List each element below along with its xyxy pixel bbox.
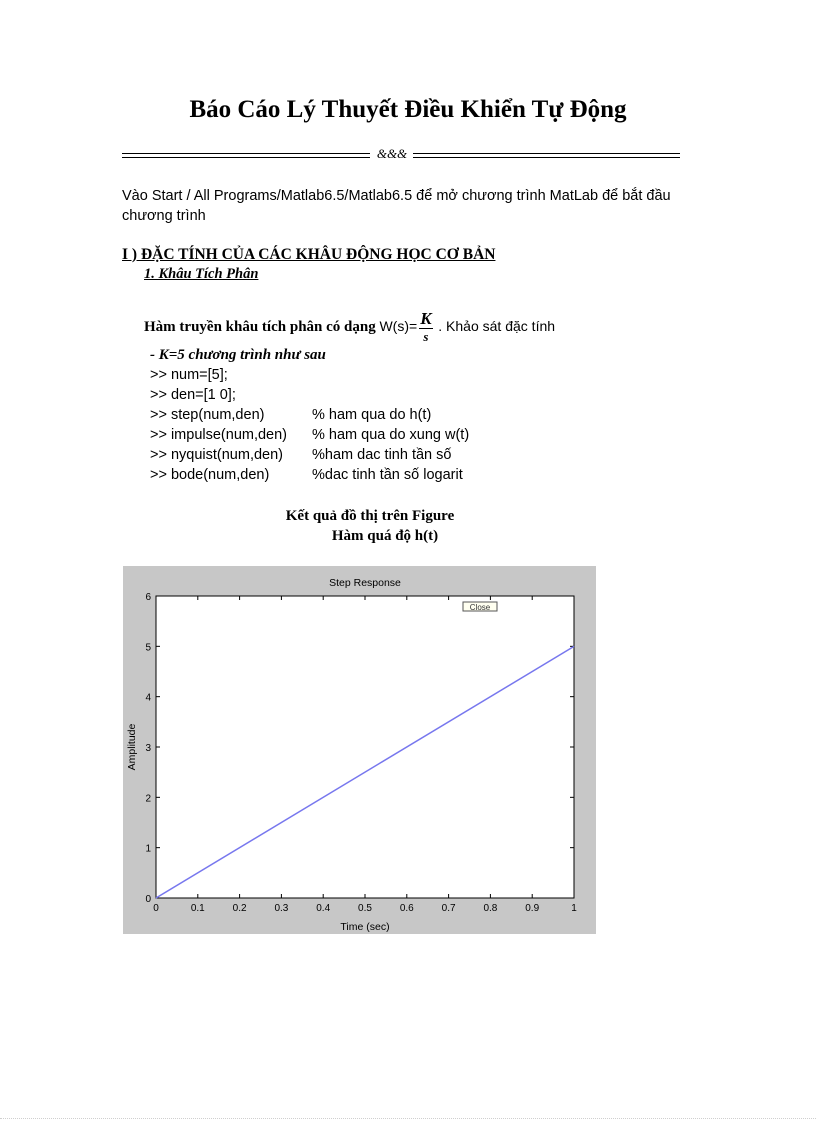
x-tick-label: 0.4	[316, 903, 331, 914]
x-tick-label: 0.1	[190, 903, 205, 914]
x-tick-label: 0.2	[232, 903, 247, 914]
code-line	[150, 367, 228, 383]
y-tick-label: 6	[145, 592, 151, 603]
close-annotation-box	[463, 602, 497, 612]
page-bottom-border	[0, 1118, 816, 1119]
divider-line-right	[413, 153, 680, 158]
y-tick-label: 5	[145, 642, 151, 654]
section-heading: I ) ĐẶC TÍNH CỦA CÁC KHÂU ĐỘNG HỌC CƠ BẢN	[122, 246, 496, 263]
x-tick-label: 0.6	[399, 903, 414, 914]
y-tick-label: 2	[145, 793, 151, 805]
code-comment: %dac tinh tần số logarit	[312, 467, 463, 483]
step-response-figure	[123, 566, 596, 934]
y-tick-label: 3	[145, 743, 151, 754]
code-comment: %ham dac tinh tần số	[312, 447, 452, 463]
code-line	[150, 447, 452, 463]
intro-paragraph: Vào Start / All Programs/Matlab6.5/Matlab6.5 để mở chương trình MatLab để bắt đầu chương trình	[122, 188, 671, 224]
chart-title: Step Response	[329, 577, 401, 589]
code-command: >> nyquist(num,den)	[150, 447, 283, 463]
code-command: >> impulse(num,den)	[150, 427, 288, 443]
step-response-chart	[123, 566, 596, 934]
code-line	[150, 387, 236, 403]
x-tick-label: 0	[153, 903, 159, 914]
x-tick-label: 1	[571, 903, 577, 914]
x-tick-label: 0.8	[483, 903, 498, 914]
formula-denominator: s	[423, 329, 429, 344]
subsection-heading: 1. Khâu Tích Phân	[144, 266, 259, 282]
code-line	[150, 467, 463, 483]
code-command: >> bode(num,den)	[150, 467, 270, 483]
k-value-line: - K=5 chương trình như sau	[150, 347, 326, 363]
x-tick-label: 0.3	[274, 903, 289, 914]
y-tick-label: 1	[145, 843, 151, 855]
formula-intro: Hàm truyền khâu tích phân có dạng	[144, 318, 376, 335]
code-line	[150, 427, 470, 443]
divider-line-left	[122, 153, 370, 158]
formula-lhs: W(s)=	[379, 317, 418, 334]
code-command: >> den=[1 0];	[150, 387, 236, 403]
figure-caption: Kết quả đồ thị trên Figure	[285, 508, 455, 524]
code-line	[150, 407, 432, 423]
y-tick-label: 0	[145, 894, 151, 905]
code-command: >> step(num,den)	[150, 407, 265, 423]
plot-area	[156, 596, 574, 898]
y-axis-label: Amplitude	[126, 723, 138, 771]
code-comment: % ham qua do h(t)	[312, 407, 432, 423]
x-axis-label: Time (sec)	[340, 921, 390, 933]
x-tick-label: 0.9	[525, 903, 540, 914]
code-command: >> num=[5];	[150, 367, 228, 383]
code-comment: % ham qua do xung w(t)	[312, 427, 470, 443]
close-annotation: Close	[469, 603, 491, 612]
formula-tail: . Khảo sát đặc tính	[438, 317, 556, 334]
x-tick-label: 0.7	[441, 903, 456, 914]
formula-fraction	[419, 310, 432, 345]
figure-subcaption: Hàm quá độ h(t)	[331, 528, 439, 544]
formula-numerator: K	[420, 309, 432, 328]
transfer-function-line	[144, 310, 555, 350]
document-title: Báo Cáo Lý Thuyết Điều Khiển Tự Động	[189, 96, 627, 123]
title-divider	[122, 148, 680, 162]
divider-mark: &&&	[376, 146, 408, 161]
y-tick-label: 4	[145, 692, 151, 704]
x-tick-label: 0.5	[358, 903, 372, 914]
